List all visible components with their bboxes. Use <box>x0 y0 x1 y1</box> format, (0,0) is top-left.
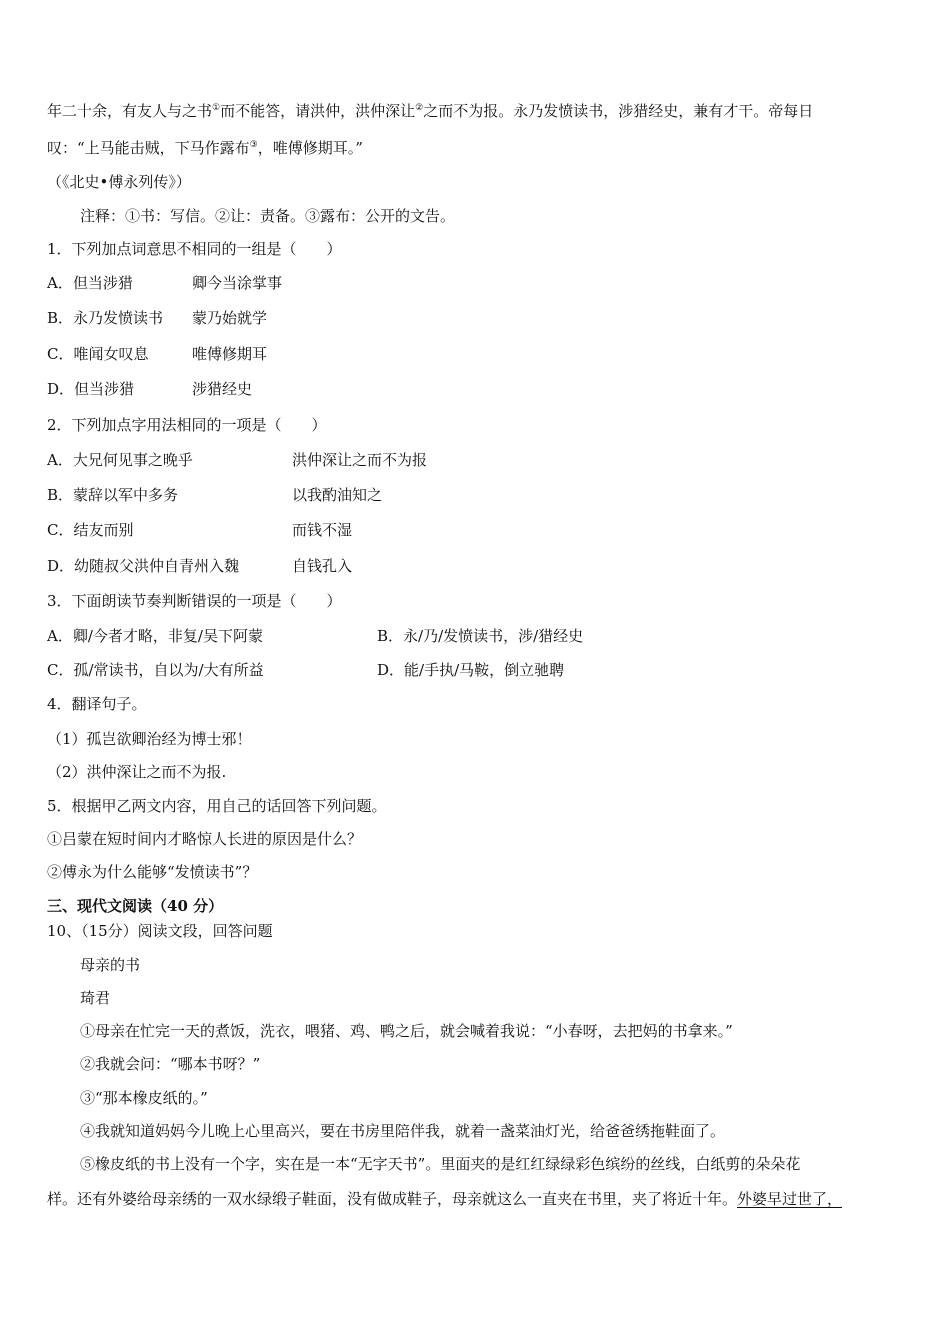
paragraph-5-line-1: ⑤橡皮纸的书上没有一个字，实在是一本“无字天书”。里面夹的是红红绿绿彩色缤纷的丝线，白纸剪的朵朵花 <box>80 1155 801 1173</box>
q5-stem: 5．根据甲乙两文内容，用自己的话回答下列问题。 <box>47 797 387 815</box>
article-title: 母亲的书 <box>80 956 141 974</box>
q5-question-2: ②傅永为什么能够“发愤读书”？ <box>47 863 258 881</box>
q4-stem: 4．翻译句子。 <box>47 695 147 713</box>
q1-option-b: B．永乃发愤读书 蒙乃始就学 <box>47 309 268 327</box>
q5-question-1: ①吕蒙在短时间内才略惊人长进的原因是什么？ <box>47 830 363 848</box>
q10-stem: 10、（15分）阅读文段，回答问题 <box>47 922 273 940</box>
q4-sentence-1: （1）孤岂欲卿治经为博士邪！ <box>47 730 252 748</box>
q2-option-b: B．蒙辞以军中多务 以我酌油知之 <box>47 486 383 504</box>
article-author: 琦君 <box>80 989 111 1007</box>
paragraph-3: ③“那本橡皮纸的。” <box>80 1089 208 1107</box>
q4-sentence-2: （2）洪仲深让之而不为报. <box>47 763 227 781</box>
q3-options-ab: A．卿/今者才略，非复/吴下阿蒙 B．永/乃/发愤读书，涉/猎经史 <box>47 627 584 645</box>
q1-option-a: A．但当涉猎 卿今当涂掌事 <box>47 274 283 292</box>
q1-stem: 1．下列加点词意思不相同的一组是（ ） <box>47 240 342 258</box>
q1-option-d: D．但当涉猎 涉猎经史 <box>47 380 253 398</box>
q2-option-d: D．幼随叔父洪仲自青州入魏 自钱孔入 <box>47 557 353 575</box>
passage-line-1: 年二十余，有友人与之书①而不能答，请洪仲，洪仲深让②之而不为报。永乃发愤读书，涉猎经史，兼有才干。帝每日 <box>47 102 814 120</box>
q2-option-c: C．结友而别 而钱不湿 <box>47 521 353 539</box>
passage-notes: 注释：①书：写信。②让：责备。③露布：公开的文告。 <box>80 207 456 225</box>
section-heading: 三、现代文阅读（40 分） <box>47 897 224 915</box>
underlined-text: 外婆早过世了， <box>737 1190 843 1208</box>
paragraph-5-line-2: 样。还有外婆给母亲绣的一双水绿缎子鞋面，没有做成鞋子，母亲就这么一直夹在书里，夹了将近十年。外婆早过世了， <box>47 1190 843 1208</box>
q3-options-cd: C．孤/常读书，自以为/大有所益 D．能/手执/马鞍，倒立驰聘 <box>47 661 565 679</box>
passage-source: （《北史•傅永列传》） <box>47 173 191 191</box>
q2-stem: 2．下列加点字用法相同的一项是（ ） <box>47 416 327 434</box>
q1-option-c: C．唯闻女叹息 唯傅修期耳 <box>47 345 268 363</box>
q3-stem: 3．下面朗读节奏判断错误的一项是（ ） <box>47 592 342 610</box>
paragraph-4: ④我就知道妈妈今儿晚上心里高兴，要在书房里陪伴我，就着一盏菜油灯光，给爸爸绣拖鞋面了。 <box>80 1122 726 1140</box>
q2-option-a: A．大兄何见事之晚乎 洪仲深让之而不为报 <box>47 451 428 469</box>
paragraph-2: ②我就会问：“哪本书呀？” <box>80 1055 261 1073</box>
passage-line-2: 叹：“上马能击贼，下马作露布③，唯傅修期耳。” <box>47 139 363 157</box>
paragraph-1: ①母亲在忙完一天的煮饭，洗衣，喂猪、鸡、鸭之后，就会喊着我说：“小春呀，去把妈的书拿来。” <box>80 1022 733 1040</box>
